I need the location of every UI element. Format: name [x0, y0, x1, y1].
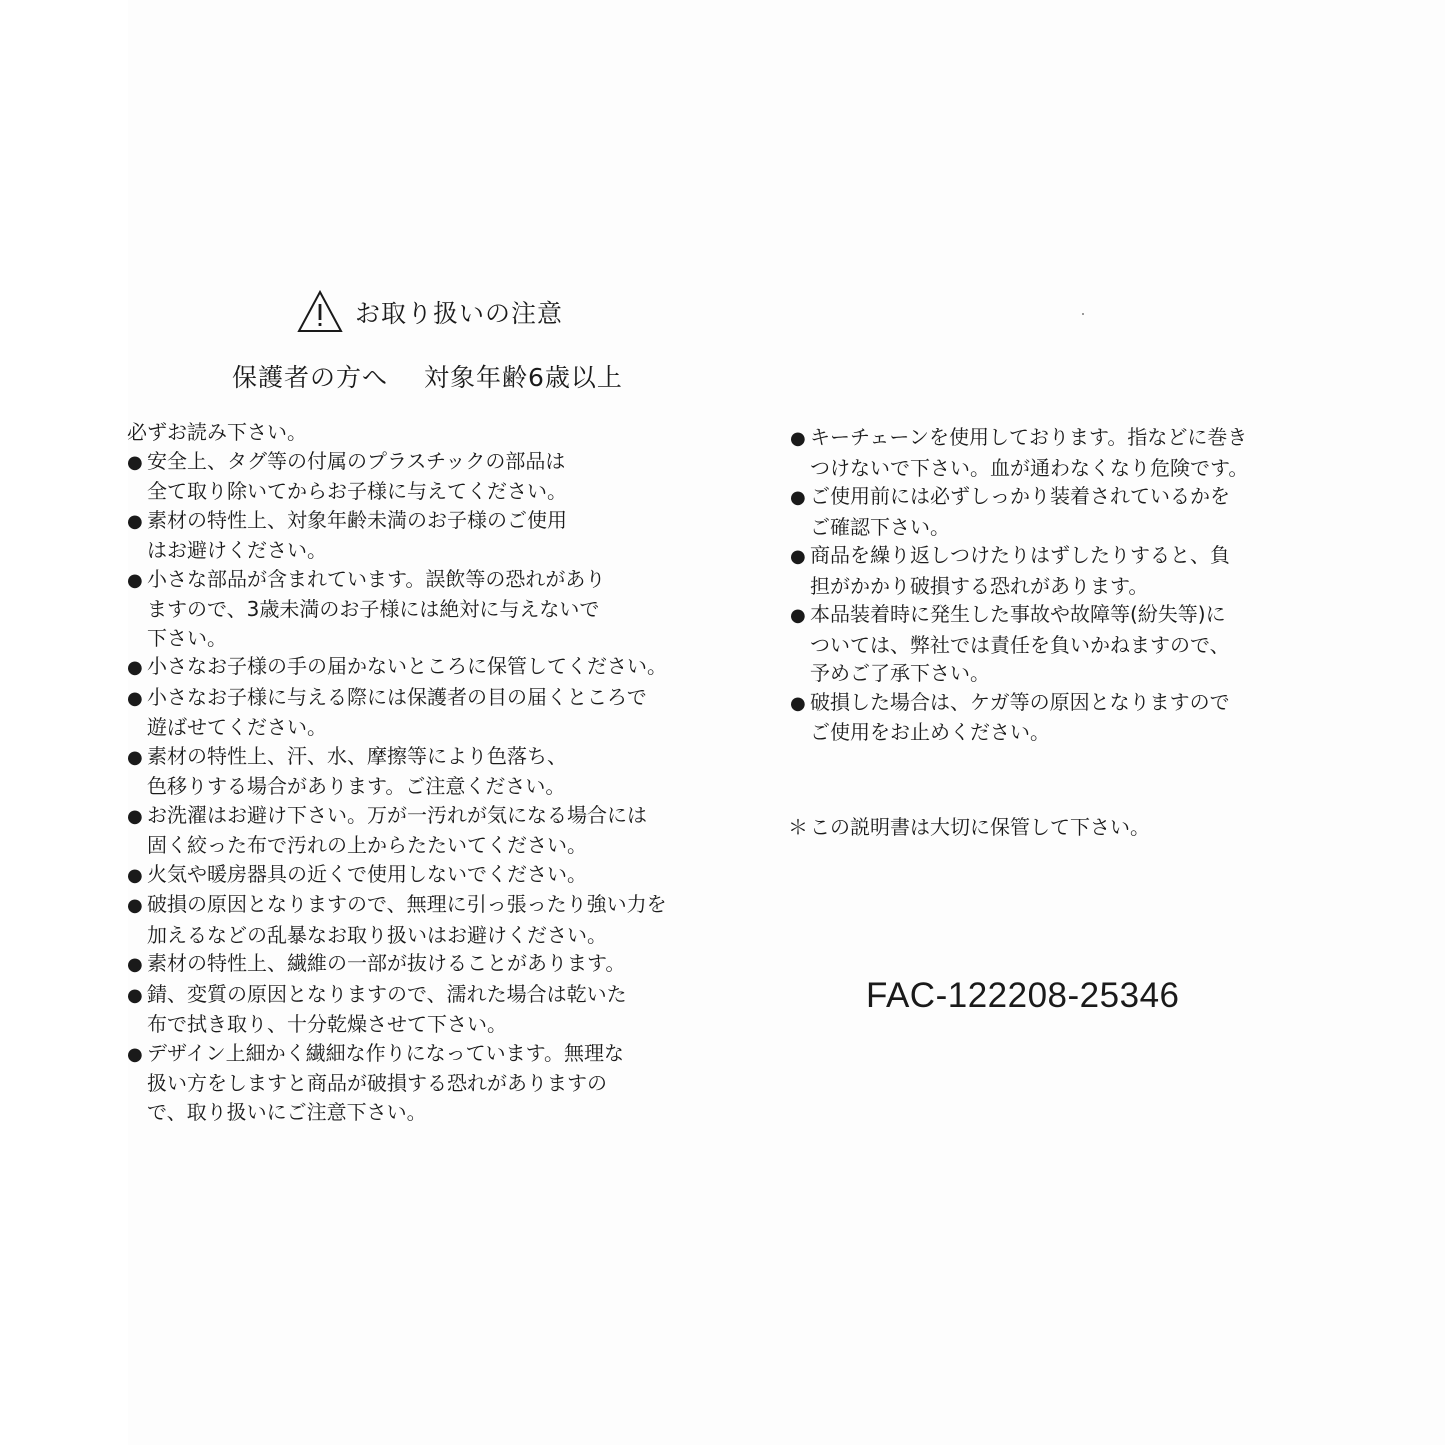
caution-text: 破損の原因となりますので、無理に引っ張ったり強い力を — [147, 892, 667, 916]
caution-item — [127, 860, 667, 891]
caution-line — [127, 890, 667, 921]
caution-line — [127, 801, 667, 832]
caution-line — [127, 713, 667, 742]
age-target-label: 対象年齢6歳以上 — [424, 363, 623, 392]
caution-text: ご使用前には必ずしっかり装着されているかを — [810, 484, 1230, 508]
caution-text: 小さなお子様の手の届かないところに保管してください。 — [147, 654, 667, 678]
caution-line — [127, 742, 667, 773]
warning-triangle-icon — [297, 290, 343, 334]
caution-item — [127, 1039, 667, 1127]
note-asterisk: ＊ — [788, 815, 808, 839]
keep-manual-note — [788, 811, 1150, 840]
caution-text: お洗濯はお避け下さい。万が一汚れが気になる場合には — [147, 802, 647, 827]
caution-line — [790, 454, 1248, 483]
caution-text: 安全上、タグ等の付属のプラスチックの部品は — [147, 448, 566, 473]
caution-line — [127, 624, 667, 653]
caution-line — [127, 447, 667, 478]
bullet-marker: ● — [790, 487, 806, 508]
caution-text: 商品を繰り返しつけたりはずしたりすると、負 — [810, 543, 1230, 567]
caution-line — [790, 718, 1248, 747]
caution-line — [790, 541, 1248, 572]
caution-line — [127, 1098, 667, 1127]
note-text: この説明書は大切に保管して下さい。 — [810, 815, 1150, 839]
caution-text: ついては、弊社では責任を負いかねますので、 — [810, 632, 1230, 657]
caution-line — [790, 659, 1248, 688]
caution-text: 全て取り除いてからお子様に与えてください。 — [147, 479, 567, 503]
caution-item — [790, 423, 1248, 482]
caution-text: 本品装着時に発生した事故や故障等(紛失等)に — [810, 602, 1226, 626]
caution-line — [127, 831, 667, 860]
caution-item — [790, 541, 1248, 600]
caution-item — [127, 949, 667, 980]
caution-line — [127, 506, 667, 537]
caution-line — [127, 772, 667, 801]
caution-text: はお避けください。 — [147, 538, 327, 562]
caution-line — [127, 949, 667, 980]
caution-text: 錆、変質の原因となりますので、濡れた場合は乾いた — [147, 981, 627, 1006]
caution-text: 素材の特性上、汗、水、摩擦等により色落ち、 — [147, 743, 567, 768]
caution-line — [127, 1069, 667, 1098]
caution-line — [790, 423, 1248, 454]
bullet-marker: ● — [790, 605, 806, 626]
caution-line — [790, 482, 1248, 513]
caution-item — [127, 506, 667, 565]
caution-text: 固く絞った布で汚れの上からたたいてください。 — [147, 833, 587, 857]
bullet-marker: ● — [127, 864, 143, 886]
caution-text: 破損した場合は、ケガ等の原因となりますので — [810, 689, 1230, 714]
caution-text: 遊ばせてください。 — [147, 715, 327, 739]
bullet-marker: ● — [127, 510, 143, 532]
bullet-marker: ● — [127, 1043, 143, 1065]
caution-line — [127, 980, 667, 1011]
caution-title: お取り扱いの注意 — [355, 299, 564, 328]
caution-line — [127, 565, 667, 596]
caution-line — [790, 572, 1248, 601]
caution-text: ますので、3歳未満のお子様には絶対に与えないで — [147, 597, 600, 621]
caution-heading — [297, 290, 563, 334]
caution-item — [127, 742, 667, 801]
caution-item — [127, 980, 667, 1039]
caution-text: 色移りする場合があります。ご注意ください。 — [147, 774, 566, 798]
caution-text: ご確認下さい。 — [810, 514, 950, 539]
caution-text: 担がかかり破損する恐れがあります。 — [810, 573, 1149, 598]
caution-text: キーチェーンを使用しております。指などに巻き — [810, 425, 1248, 449]
caution-item — [127, 447, 667, 506]
caution-text: 素材の特性上、繊維の一部が抜けることがあります。 — [147, 951, 626, 975]
caution-item — [127, 683, 667, 742]
caution-text: 小さなお子様に与える際には保護者の目の届くところで — [147, 684, 647, 709]
caution-text: デザイン上細かく繊細な作りになっています。無理な — [147, 1040, 624, 1065]
caution-item — [790, 688, 1248, 747]
bullet-marker: ● — [127, 657, 143, 678]
caution-item — [127, 652, 667, 683]
audience-label: 保護者の方へ — [232, 363, 389, 392]
caution-line — [790, 631, 1248, 660]
bullet-marker: ● — [127, 984, 143, 1006]
caution-text: 加えるなどの乱暴なお取り扱いはお避けください。 — [147, 922, 607, 947]
caution-line — [127, 652, 667, 683]
caution-text: 布で拭き取り、十分乾燥させて下さい。 — [147, 1012, 507, 1036]
bullet-marker: ● — [127, 805, 143, 827]
caution-line — [127, 683, 667, 714]
left-caution-list — [127, 447, 667, 1127]
caution-item — [790, 482, 1248, 541]
caution-text: 扱い方をしますと商品が破損する恐れがありますの — [147, 1071, 607, 1095]
read-notice: 必ずお読み下さい。 — [127, 420, 307, 444]
caution-line — [127, 1010, 667, 1039]
caution-text: 予めご了承下さい。 — [810, 661, 990, 685]
paper-speck — [1082, 313, 1084, 315]
caution-item — [127, 890, 667, 949]
caution-item — [127, 565, 667, 653]
caution-text: 小さな部品が含まれています。誤飲等の恐れがあり — [147, 566, 606, 591]
bullet-marker: ● — [127, 954, 143, 975]
bullet-marker: ● — [127, 746, 143, 768]
caution-item — [790, 600, 1248, 688]
caution-line — [127, 1039, 667, 1070]
caution-text: つけないで下さい。血が通わなくなり危険です。 — [810, 455, 1249, 480]
bullet-marker: ● — [127, 569, 143, 591]
right-caution-list — [790, 423, 1248, 747]
bullet-marker: ● — [790, 692, 806, 714]
caution-item — [127, 801, 667, 860]
bullet-marker: ● — [127, 895, 143, 916]
audience-line — [232, 358, 623, 394]
caution-line — [790, 513, 1248, 542]
right-caution-column — [790, 423, 1248, 747]
caution-line — [127, 921, 667, 950]
caution-line — [127, 536, 667, 565]
caution-text: 素材の特性上、対象年齢未満のお子様のご使用 — [147, 507, 567, 532]
bullet-marker: ● — [127, 687, 143, 709]
bullet-marker: ● — [790, 546, 806, 567]
caution-text: ご使用をお止めください。 — [810, 720, 1050, 744]
caution-text: 火気や暖房器具の近くで使用しないでください。 — [147, 861, 587, 886]
caution-line — [127, 477, 667, 506]
caution-text: で、取り扱いにご注意下さい。 — [147, 1099, 427, 1124]
product-code: FAC-122208-25346 — [866, 976, 1180, 1015]
caution-line — [127, 595, 667, 624]
caution-line — [790, 600, 1248, 631]
left-caution-column — [127, 418, 667, 1126]
caution-line — [790, 688, 1248, 719]
bullet-marker: ● — [790, 428, 806, 449]
bullet-marker: ● — [127, 451, 143, 473]
caution-line — [127, 860, 667, 891]
caution-text: 下さい。 — [147, 625, 227, 650]
